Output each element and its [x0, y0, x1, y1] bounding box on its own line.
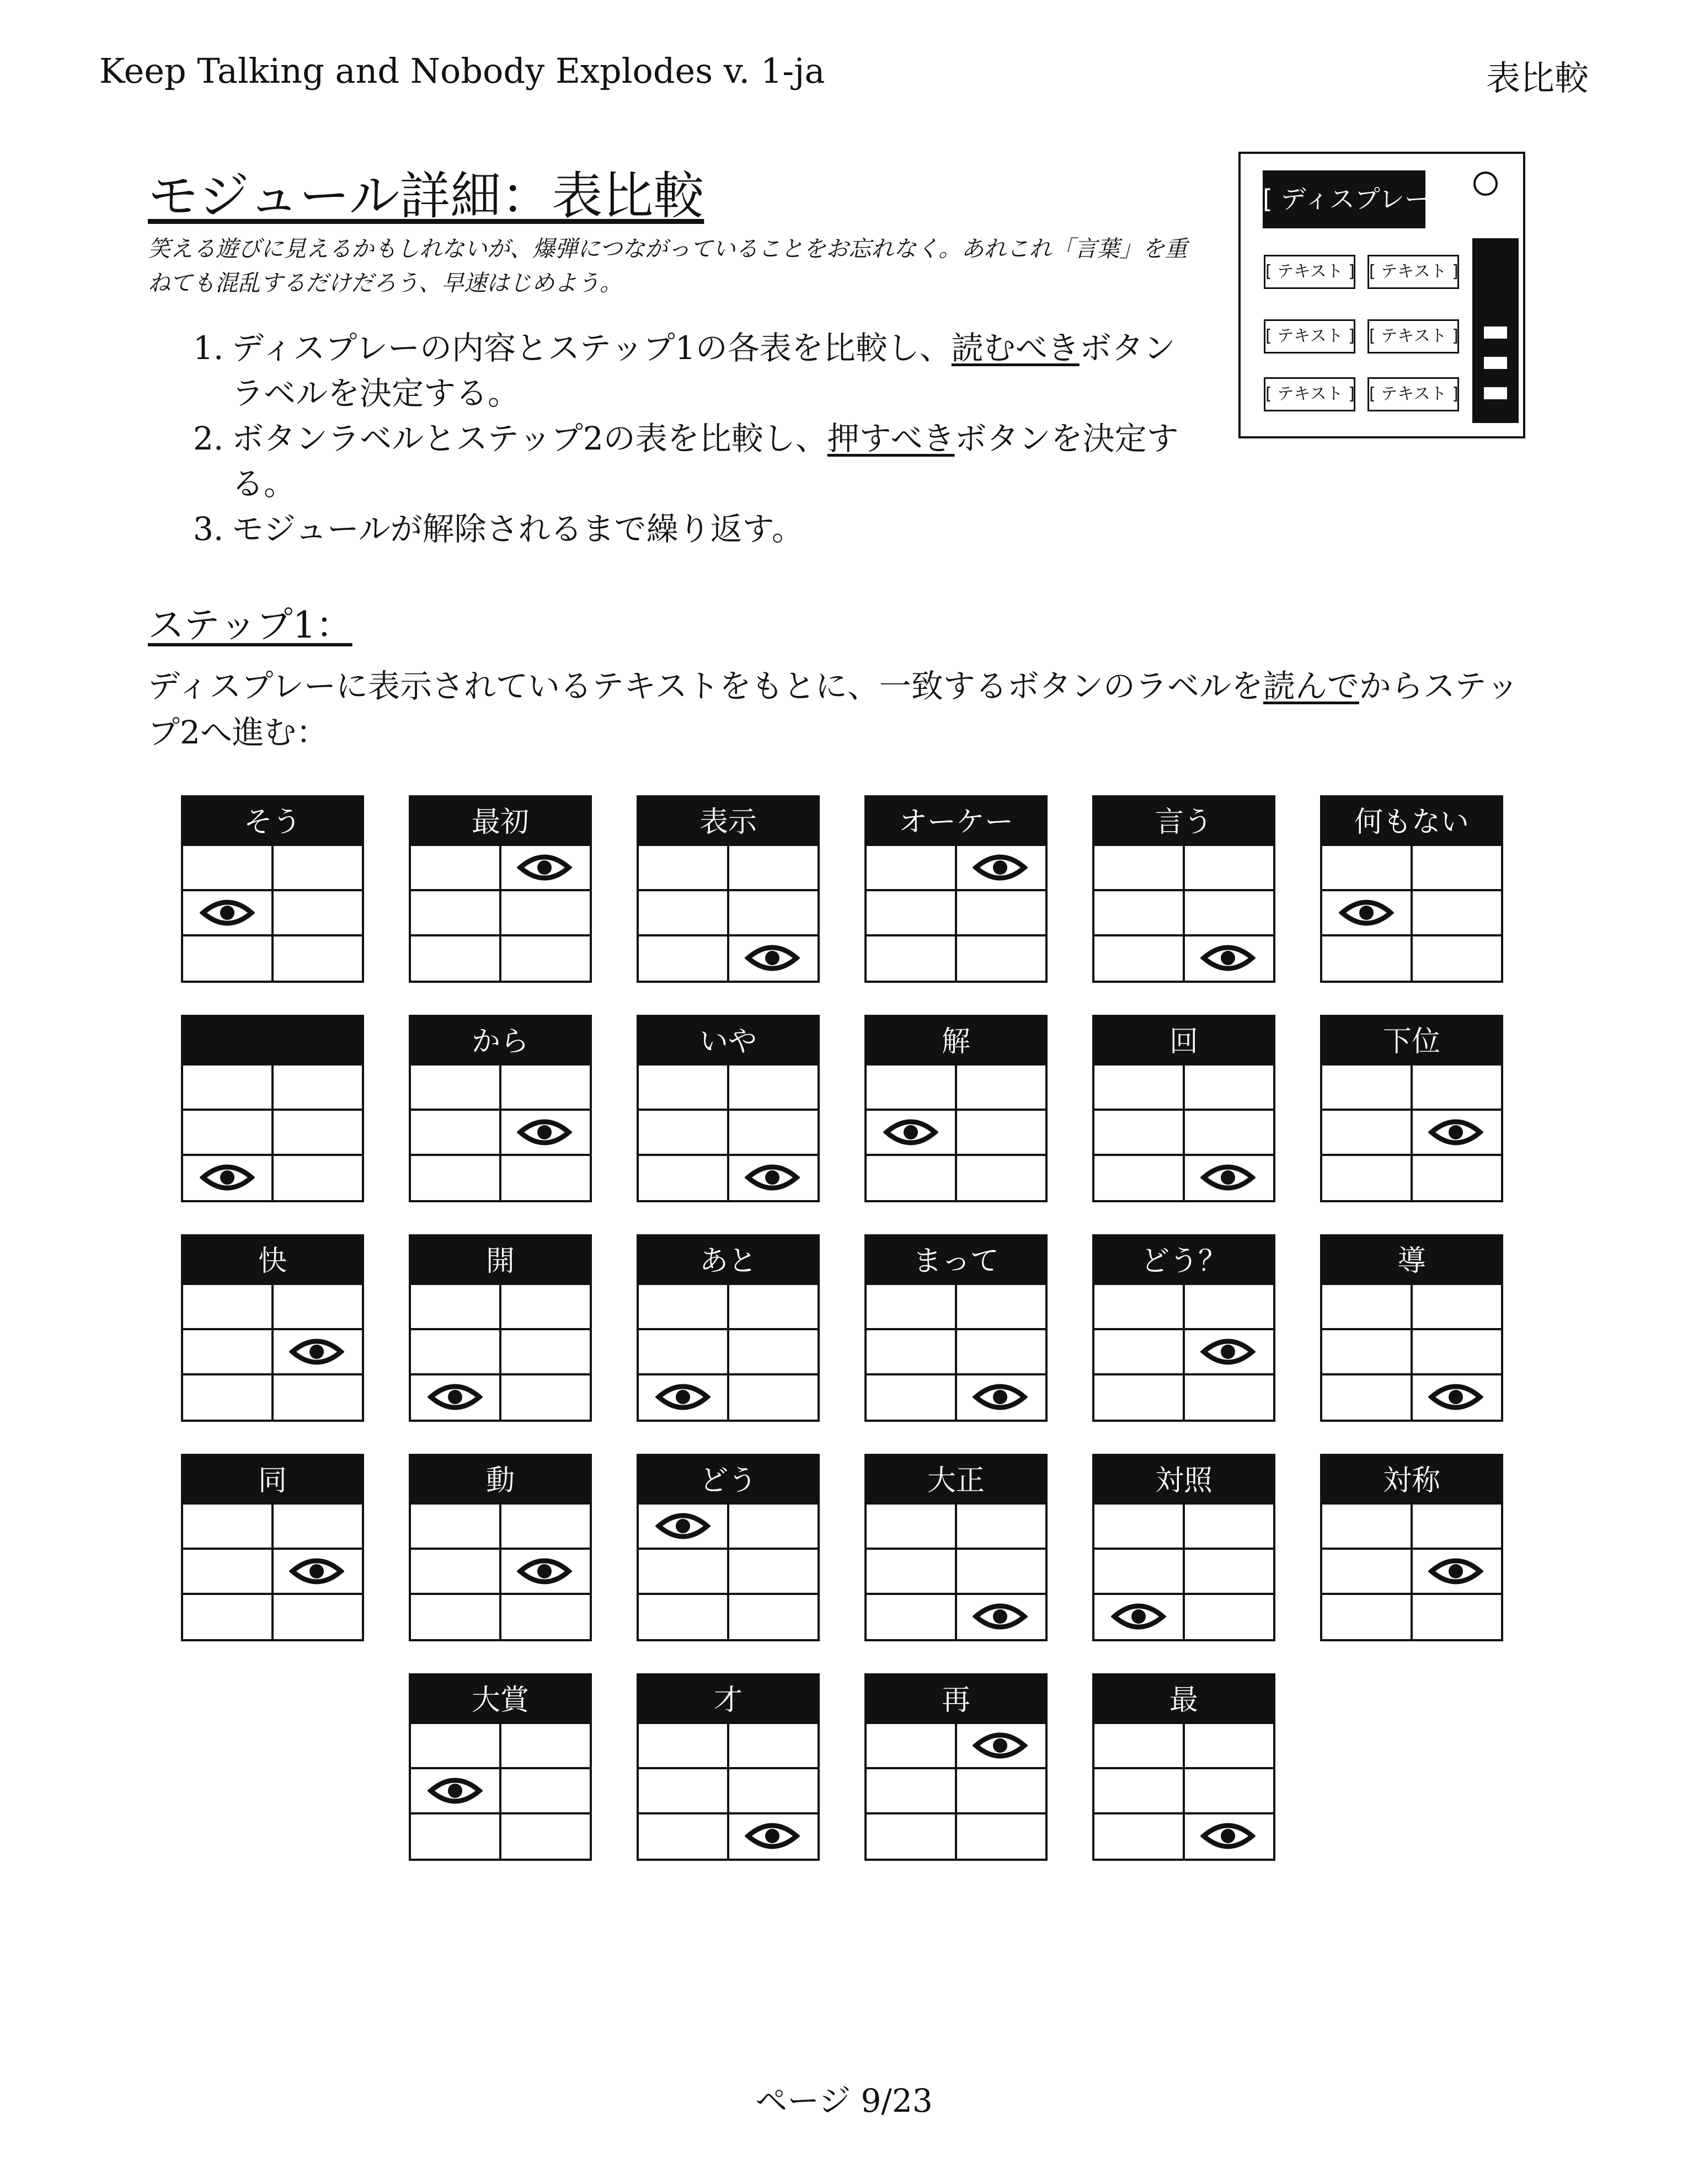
- lookup-table: [637, 1234, 820, 1422]
- step-text-after: ボタンラベルを決定する。: [232, 329, 1176, 412]
- table-cell: [274, 1156, 362, 1201]
- table-cell: [274, 1505, 362, 1550]
- table-cell: [274, 1375, 362, 1421]
- table-cell: [1094, 1505, 1185, 1550]
- step-number: 3.: [193, 510, 224, 548]
- table-cell: [411, 1111, 501, 1156]
- table-cell: [867, 1769, 957, 1814]
- lookup-table-label: どう？: [1094, 1236, 1273, 1285]
- table-cell: [1185, 1285, 1273, 1330]
- eye-icon: [655, 1379, 711, 1415]
- table-cell: [957, 1111, 1045, 1156]
- table-cell: [1094, 1550, 1185, 1595]
- table-cell: [501, 1595, 590, 1640]
- table-cell: [183, 1375, 274, 1421]
- eye-icon: [289, 1334, 344, 1369]
- lookup-table-label: 最: [1094, 1676, 1273, 1724]
- table-cell: [1094, 936, 1185, 982]
- step-text-emphasis: 読むべき: [951, 329, 1080, 367]
- lookup-table: [181, 1454, 364, 1641]
- table-cell: [1322, 936, 1413, 982]
- lookup-table: [181, 1015, 364, 1202]
- table-cell: [411, 1330, 501, 1375]
- table-cell: [411, 936, 501, 982]
- lookup-table-label: いや: [639, 1017, 818, 1066]
- table-cell: [274, 1550, 362, 1595]
- table-cell: [639, 1814, 729, 1860]
- table-cell: [867, 1814, 957, 1860]
- lookup-table-label: 対称: [1322, 1456, 1501, 1505]
- table-cell: [183, 1066, 274, 1111]
- module-button-4: [ テキスト ]: [1368, 319, 1459, 354]
- table-cell: [1322, 1111, 1413, 1156]
- table-cell: [867, 1550, 957, 1595]
- eye-icon: [200, 1160, 255, 1195]
- table-cell: [1322, 1505, 1413, 1550]
- table-cell: [1413, 1330, 1501, 1375]
- lookup-table: [1320, 795, 1503, 983]
- table-cell: [867, 1505, 957, 1550]
- eye-icon: [1339, 895, 1394, 930]
- lookup-table-label: どう: [639, 1456, 818, 1505]
- table-cell: [957, 846, 1045, 891]
- table-cell: [1413, 1375, 1501, 1421]
- table-cell: [639, 891, 729, 936]
- table-cell: [729, 1156, 818, 1201]
- table-cell: [867, 1724, 957, 1769]
- table-cell: [501, 1156, 590, 1201]
- lookup-table: [1320, 1454, 1503, 1641]
- lookup-table: [1092, 795, 1275, 983]
- table-cell: [639, 1111, 729, 1156]
- table-cell: [501, 1375, 590, 1421]
- lookup-table: [409, 1673, 592, 1861]
- table-cell: [639, 936, 729, 982]
- eye-icon: [200, 895, 255, 930]
- table-cell: [867, 846, 957, 891]
- table-cell: [1413, 1285, 1501, 1330]
- table-cell: [867, 1156, 957, 1201]
- lookup-table: [864, 1015, 1048, 1202]
- step-text-emphasis: 押すべき: [827, 420, 955, 457]
- page-header-manual-title: Keep Talking and Nobody Explodes v. 1-ja: [99, 51, 825, 91]
- eye-icon: [1428, 1115, 1483, 1150]
- table-cell: [957, 891, 1045, 936]
- eye-icon: [1428, 1554, 1483, 1589]
- table-cell: [411, 1285, 501, 1330]
- lookup-table: [864, 1673, 1048, 1861]
- table-cell: [1413, 936, 1501, 982]
- table-cell: [1413, 1550, 1501, 1595]
- table-cell: [411, 1595, 501, 1640]
- table-cell: [1094, 1769, 1185, 1814]
- lookup-table: [181, 795, 364, 983]
- table-cell: [729, 846, 818, 891]
- module-button-1: [ テキスト ]: [1264, 255, 1355, 289]
- table-cell: [1413, 1595, 1501, 1640]
- table-cell: [867, 1330, 957, 1375]
- eye-icon: [1200, 1160, 1256, 1195]
- table-cell: [867, 891, 957, 936]
- lookup-table-label: 才: [639, 1676, 818, 1724]
- lookup-table: [1092, 1015, 1275, 1202]
- table-cell: [729, 891, 818, 936]
- eye-icon: [973, 1379, 1028, 1415]
- table-cell: [411, 1724, 501, 1769]
- step-text-before: モジュールが解除されるまで繰り返す。: [232, 510, 804, 548]
- table-cell: [1185, 1330, 1273, 1375]
- step1-desc-before: ディスプレーに表示されているテキストをもとに、一致するボタンのラベルを: [148, 667, 1263, 705]
- table-cell: [957, 1156, 1045, 1201]
- lookup-table: [1320, 1015, 1503, 1202]
- lookup-table: [1092, 1454, 1275, 1641]
- table-cell: [274, 846, 362, 891]
- table-cell: [1413, 1066, 1501, 1111]
- table-cell: [639, 1505, 729, 1550]
- table-cell: [867, 1285, 957, 1330]
- table-cell: [1322, 1330, 1413, 1375]
- table-cell: [639, 1550, 729, 1595]
- table-cell: [274, 936, 362, 982]
- table-cell: [501, 1285, 590, 1330]
- table-cell: [1413, 1505, 1501, 1550]
- table-cell: [957, 1505, 1045, 1550]
- table-cell: [411, 1156, 501, 1201]
- module-display: [ ディスプレー ]: [1263, 170, 1425, 228]
- table-cell: [729, 1066, 818, 1111]
- intro-text: 笑える遊びに見えるかもしれないが、爆弾につながっていることをお忘れなく。あれこれ「言葉」を重ねても混乱するだけだろう、早速はじめよう。: [148, 235, 1188, 296]
- eye-icon: [289, 1554, 344, 1589]
- eye-icon: [428, 1379, 483, 1415]
- table-cell: [639, 846, 729, 891]
- table-cell: [957, 1595, 1045, 1640]
- table-cell: [1094, 1156, 1185, 1201]
- table-cell: [867, 1595, 957, 1640]
- lookup-table-label: 導: [1322, 1236, 1501, 1285]
- lookup-table: [409, 1454, 592, 1641]
- eye-icon: [655, 1508, 711, 1544]
- lookup-table-label: 快: [183, 1236, 362, 1285]
- table-cell: [1185, 1724, 1273, 1769]
- lookup-table-label: 同: [183, 1456, 362, 1505]
- lookup-table-label: そう: [183, 797, 362, 846]
- lookup-table: [864, 1454, 1048, 1641]
- step-text-before: ボタンラベルとステップ2の表を比較し、: [232, 420, 827, 457]
- step-text-before: ディスプレーの内容とステップ1の各表を比較し、: [232, 329, 952, 367]
- table-cell: [411, 846, 501, 891]
- table-cell: [501, 1550, 590, 1595]
- table-cell: [274, 1595, 362, 1640]
- table-cell: [411, 1375, 501, 1421]
- table-cell: [183, 1595, 274, 1640]
- table-cell: [957, 1285, 1045, 1330]
- lookup-table-label: [183, 1017, 362, 1066]
- table-cell: [1185, 1156, 1273, 1201]
- table-cell: [501, 936, 590, 982]
- table-cell: [1185, 1595, 1273, 1640]
- table-cell: [183, 846, 274, 891]
- lookup-table-label: あと: [639, 1236, 818, 1285]
- lookup-table-label: 開: [411, 1236, 590, 1285]
- table-cell: [1094, 1066, 1185, 1111]
- table-cell: [501, 1814, 590, 1860]
- table-cell: [501, 846, 590, 891]
- lookup-table: [409, 1015, 592, 1202]
- table-cell: [867, 1375, 957, 1421]
- table-cell: [1322, 1375, 1413, 1421]
- step-text-after: ボタンを決定する。: [232, 420, 1179, 502]
- table-cell: [183, 891, 274, 936]
- table-cell: [1185, 1814, 1273, 1860]
- eye-icon: [745, 1160, 800, 1195]
- table-cell: [1094, 846, 1185, 891]
- lookup-table: [409, 795, 592, 983]
- table-cell: [1322, 1285, 1413, 1330]
- table-cell: [1322, 1595, 1413, 1640]
- table-cell: [274, 1285, 362, 1330]
- lookup-table-label: 再: [867, 1676, 1045, 1724]
- lookup-table-label: 回: [1094, 1017, 1273, 1066]
- lookup-table: [1092, 1234, 1275, 1422]
- table-cell: [1322, 1066, 1413, 1111]
- table-cell: [1185, 846, 1273, 891]
- lookup-table-label: オーケー: [867, 797, 1045, 846]
- table-cell: [957, 1724, 1045, 1769]
- lookup-table: [637, 1454, 820, 1641]
- module-button-2: [ テキスト ]: [1368, 255, 1459, 289]
- step1-heading: ステップ1：: [148, 604, 352, 646]
- table-cell: [1094, 1375, 1185, 1421]
- table-cell: [411, 1505, 501, 1550]
- lookup-table: [864, 1234, 1048, 1422]
- eye-icon: [745, 1818, 800, 1854]
- eye-icon: [973, 1728, 1028, 1763]
- table-cell: [729, 1375, 818, 1421]
- table-cell: [274, 1111, 362, 1156]
- table-cell: [729, 1550, 818, 1595]
- lookup-table-label: 言う: [1094, 797, 1273, 846]
- page-header-section-name: 表比較: [1486, 58, 1589, 98]
- lookup-table: [637, 1015, 820, 1202]
- table-cell: [183, 1505, 274, 1550]
- table-cell: [274, 1066, 362, 1111]
- table-cell: [1413, 846, 1501, 891]
- table-cell: [1185, 936, 1273, 982]
- lookup-table: [1092, 1673, 1275, 1861]
- table-cell: [411, 1066, 501, 1111]
- table-cell: [957, 936, 1045, 982]
- lookup-table-label: 表示: [639, 797, 818, 846]
- page-number: ページ 9/23: [755, 2082, 933, 2119]
- table-cell: [501, 1066, 590, 1111]
- table-cell: [411, 1769, 501, 1814]
- table-cell: [639, 1769, 729, 1814]
- table-cell: [729, 936, 818, 982]
- lookup-table-label: 動: [411, 1456, 590, 1505]
- table-cell: [1094, 1111, 1185, 1156]
- page-title: モジュール詳細：表比較: [148, 167, 704, 226]
- eye-icon: [517, 1115, 572, 1150]
- table-cell: [1094, 891, 1185, 936]
- table-cell: [274, 1330, 362, 1375]
- table-cell: [639, 1595, 729, 1640]
- table-cell: [1413, 891, 1501, 936]
- table-cell: [183, 1156, 274, 1201]
- table-cell: [729, 1111, 818, 1156]
- table-cell: [501, 891, 590, 936]
- eye-icon: [428, 1773, 483, 1808]
- table-cell: [729, 1285, 818, 1330]
- lookup-table-label: 最初: [411, 797, 590, 846]
- eye-icon: [517, 850, 572, 885]
- table-cell: [639, 1375, 729, 1421]
- table-cell: [1094, 1595, 1185, 1640]
- table-cell: [501, 1330, 590, 1375]
- table-cell: [1413, 1156, 1501, 1201]
- table-cell: [501, 1724, 590, 1769]
- table-cell: [274, 891, 362, 936]
- eye-icon: [517, 1554, 572, 1589]
- table-cell: [1322, 891, 1413, 936]
- table-cell: [183, 1550, 274, 1595]
- table-cell: [501, 1769, 590, 1814]
- module-button-3: [ テキスト ]: [1264, 319, 1355, 354]
- lookup-table: [409, 1234, 592, 1422]
- table-cell: [867, 1111, 957, 1156]
- step1-desc-after: からステップ2へ進む：: [148, 667, 1519, 751]
- table-cell: [1185, 1550, 1273, 1595]
- lookup-table: [864, 795, 1048, 983]
- table-cell: [1185, 1769, 1273, 1814]
- table-cell: [501, 1505, 590, 1550]
- table-cell: [183, 1330, 274, 1375]
- table-cell: [957, 1814, 1045, 1860]
- table-cell: [957, 1375, 1045, 1421]
- lookup-table: [1320, 1234, 1503, 1422]
- eye-icon: [973, 850, 1028, 885]
- eye-icon: [973, 1599, 1028, 1634]
- table-cell: [1322, 1550, 1413, 1595]
- table-cell: [957, 1330, 1045, 1375]
- step-number: 1.: [193, 329, 224, 367]
- table-cell: [639, 1156, 729, 1201]
- table-cell: [183, 1111, 274, 1156]
- lookup-table-label: 何もない: [1322, 797, 1501, 846]
- table-cell: [1094, 1724, 1185, 1769]
- lookup-table-label: 大賞: [411, 1676, 590, 1724]
- table-cell: [1094, 1285, 1185, 1330]
- step1-desc-emphasis: 読んで: [1263, 667, 1359, 705]
- table-cell: [1185, 1505, 1273, 1550]
- table-cell: [183, 1285, 274, 1330]
- table-cell: [729, 1769, 818, 1814]
- lookup-table: [637, 1673, 820, 1861]
- table-cell: [867, 1066, 957, 1111]
- eye-icon: [1200, 940, 1256, 976]
- table-cell: [639, 1330, 729, 1375]
- lookup-table-label: 解: [867, 1017, 1045, 1066]
- table-cell: [183, 936, 274, 982]
- table-cell: [957, 1066, 1045, 1111]
- lookup-table-label: から: [411, 1017, 590, 1066]
- table-cell: [1185, 1111, 1273, 1156]
- table-cell: [1322, 1156, 1413, 1201]
- table-cell: [729, 1724, 818, 1769]
- module-button-6: [ テキスト ]: [1368, 377, 1459, 411]
- table-cell: [1413, 1111, 1501, 1156]
- lookup-table-label: 大正: [867, 1456, 1045, 1505]
- table-cell: [1185, 891, 1273, 936]
- table-cell: [1094, 1330, 1185, 1375]
- eye-icon: [883, 1115, 938, 1150]
- table-cell: [1094, 1814, 1185, 1860]
- eye-icon: [1111, 1599, 1166, 1634]
- table-cell: [411, 1550, 501, 1595]
- table-cell: [501, 1111, 590, 1156]
- lookup-table-label: 下位: [1322, 1017, 1501, 1066]
- table-cell: [729, 1330, 818, 1375]
- lookup-table-label: 対照: [1094, 1456, 1273, 1505]
- table-cell: [867, 936, 957, 982]
- table-cell: [1185, 1375, 1273, 1421]
- table-cell: [957, 1550, 1045, 1595]
- eye-icon: [1200, 1334, 1256, 1369]
- module-button-5: [ テキスト ]: [1264, 377, 1355, 411]
- table-cell: [1185, 1066, 1273, 1111]
- lookup-table: [181, 1234, 364, 1422]
- table-cell: [1322, 846, 1413, 891]
- lookup-table: [637, 795, 820, 983]
- table-cell: [411, 891, 501, 936]
- table-cell: [411, 1814, 501, 1860]
- lookup-table-label: まって: [867, 1236, 1045, 1285]
- table-cell: [729, 1595, 818, 1640]
- table-cell: [639, 1066, 729, 1111]
- step-number: 2.: [193, 420, 224, 457]
- eye-icon: [1200, 1818, 1256, 1854]
- table-cell: [957, 1769, 1045, 1814]
- table-cell: [639, 1724, 729, 1769]
- eye-icon: [745, 940, 800, 976]
- table-cell: [639, 1285, 729, 1330]
- table-cell: [729, 1814, 818, 1860]
- table-cell: [729, 1505, 818, 1550]
- eye-icon: [1428, 1379, 1483, 1415]
